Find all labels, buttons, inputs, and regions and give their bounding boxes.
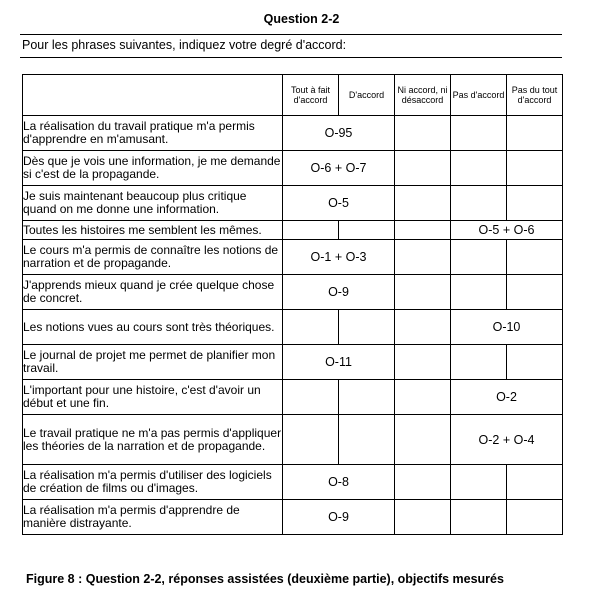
figure-caption: Figure 8 : Question 2-2, réponses assistées (deuxième partie), objectifs mesurés (26, 572, 504, 586)
table-row (23, 415, 563, 465)
objective-code: O-6 + O-7 (283, 151, 395, 186)
statement-cell: Je suis maintenant beaucoup plus critique quand on me donne une information. (23, 186, 283, 221)
table-row (23, 151, 563, 186)
empty-cell (395, 380, 451, 415)
empty-cell (283, 415, 339, 465)
objective-code: O-9 (283, 275, 395, 310)
instruction-rule (20, 57, 562, 58)
statement-cell: Le cours m'a permis de connaître les notions de narration et de propagande. (23, 240, 283, 275)
empty-cell (395, 240, 451, 275)
statement-cell: Toutes les histoires me semblent les mêmes. (23, 221, 283, 240)
empty-cell (507, 345, 563, 380)
empty-cell (283, 221, 339, 240)
header-pas-du-tout: Pas du tout d'accord (507, 75, 563, 116)
header-row (23, 75, 563, 116)
agreement-table (22, 74, 563, 535)
statement-cell: J'apprends mieux quand je crée quelque chose de concret. (23, 275, 283, 310)
table-row (23, 186, 563, 221)
objective-code: O-5 + O-6 (451, 221, 563, 240)
objective-code: O-1 + O-3 (283, 240, 395, 275)
empty-cell (507, 116, 563, 151)
empty-cell (283, 310, 339, 345)
statement-cell: Dès que je vois une information, je me demande si c'est de la propagande. (23, 151, 283, 186)
empty-cell (395, 151, 451, 186)
objective-code: O-8 (283, 465, 395, 500)
table-row (23, 240, 563, 275)
objective-code: O-10 (451, 310, 563, 345)
empty-cell (339, 415, 395, 465)
empty-cell (507, 500, 563, 535)
empty-cell (395, 415, 451, 465)
statement-cell: Les notions vues au cours sont très théoriques. (23, 310, 283, 345)
empty-cell (507, 186, 563, 221)
header-ni-accord: Ni accord, ni désaccord (395, 75, 451, 116)
empty-cell (395, 500, 451, 535)
empty-cell (395, 186, 451, 221)
objective-code: O-11 (283, 345, 395, 380)
header-tout-a-fait: Tout à fait d'accord (283, 75, 339, 116)
statement-cell: Le journal de projet me permet de planifier mon travail. (23, 345, 283, 380)
empty-cell (339, 380, 395, 415)
header-statement (23, 75, 283, 116)
objective-code: O-9 (283, 500, 395, 535)
top-rule (20, 34, 562, 35)
statement-cell: La réalisation m'a permis d'utiliser des logiciels de création de films ou d'images. (23, 465, 283, 500)
empty-cell (451, 116, 507, 151)
table-row (23, 275, 563, 310)
empty-cell (451, 240, 507, 275)
objective-code: O-2 (451, 380, 563, 415)
statement-cell: Le travail pratique ne m'a pas permis d'appliquer les théories de la narration et de propagande. (23, 415, 283, 465)
table-row (23, 221, 563, 240)
objective-code: O-5 (283, 186, 395, 221)
empty-cell (507, 151, 563, 186)
empty-cell (451, 151, 507, 186)
empty-cell (395, 116, 451, 151)
empty-cell (507, 465, 563, 500)
statement-cell: La réalisation m'a permis d'apprendre de manière distrayante. (23, 500, 283, 535)
empty-cell (283, 380, 339, 415)
empty-cell (451, 345, 507, 380)
objective-code: O-95 (283, 116, 395, 151)
empty-cell (395, 221, 451, 240)
empty-cell (395, 465, 451, 500)
instruction-text: Pour les phrases suivantes, indiquez votre degré d'accord: (22, 38, 347, 52)
empty-cell (507, 240, 563, 275)
header-accord: D'accord (339, 75, 395, 116)
statement-cell: La réalisation du travail pratique m'a permis d'apprendre en m'amusant. (23, 116, 283, 151)
table-row (23, 380, 563, 415)
empty-cell (395, 310, 451, 345)
empty-cell (395, 275, 451, 310)
table-row (23, 500, 563, 535)
statement-cell: L'important pour une histoire, c'est d'avoir un début et une fin. (23, 380, 283, 415)
empty-cell (451, 186, 507, 221)
objective-code: O-2 + O-4 (451, 415, 563, 465)
empty-cell (451, 275, 507, 310)
empty-cell (395, 345, 451, 380)
table-row (23, 345, 563, 380)
question-title: Question 2-2 (263, 12, 340, 26)
empty-cell (507, 275, 563, 310)
table-row (23, 116, 563, 151)
header-pas-accord: Pas d'accord (451, 75, 507, 116)
empty-cell (451, 500, 507, 535)
empty-cell (451, 465, 507, 500)
table-row (23, 310, 563, 345)
table-row (23, 465, 563, 500)
empty-cell (339, 310, 395, 345)
empty-cell (339, 221, 395, 240)
